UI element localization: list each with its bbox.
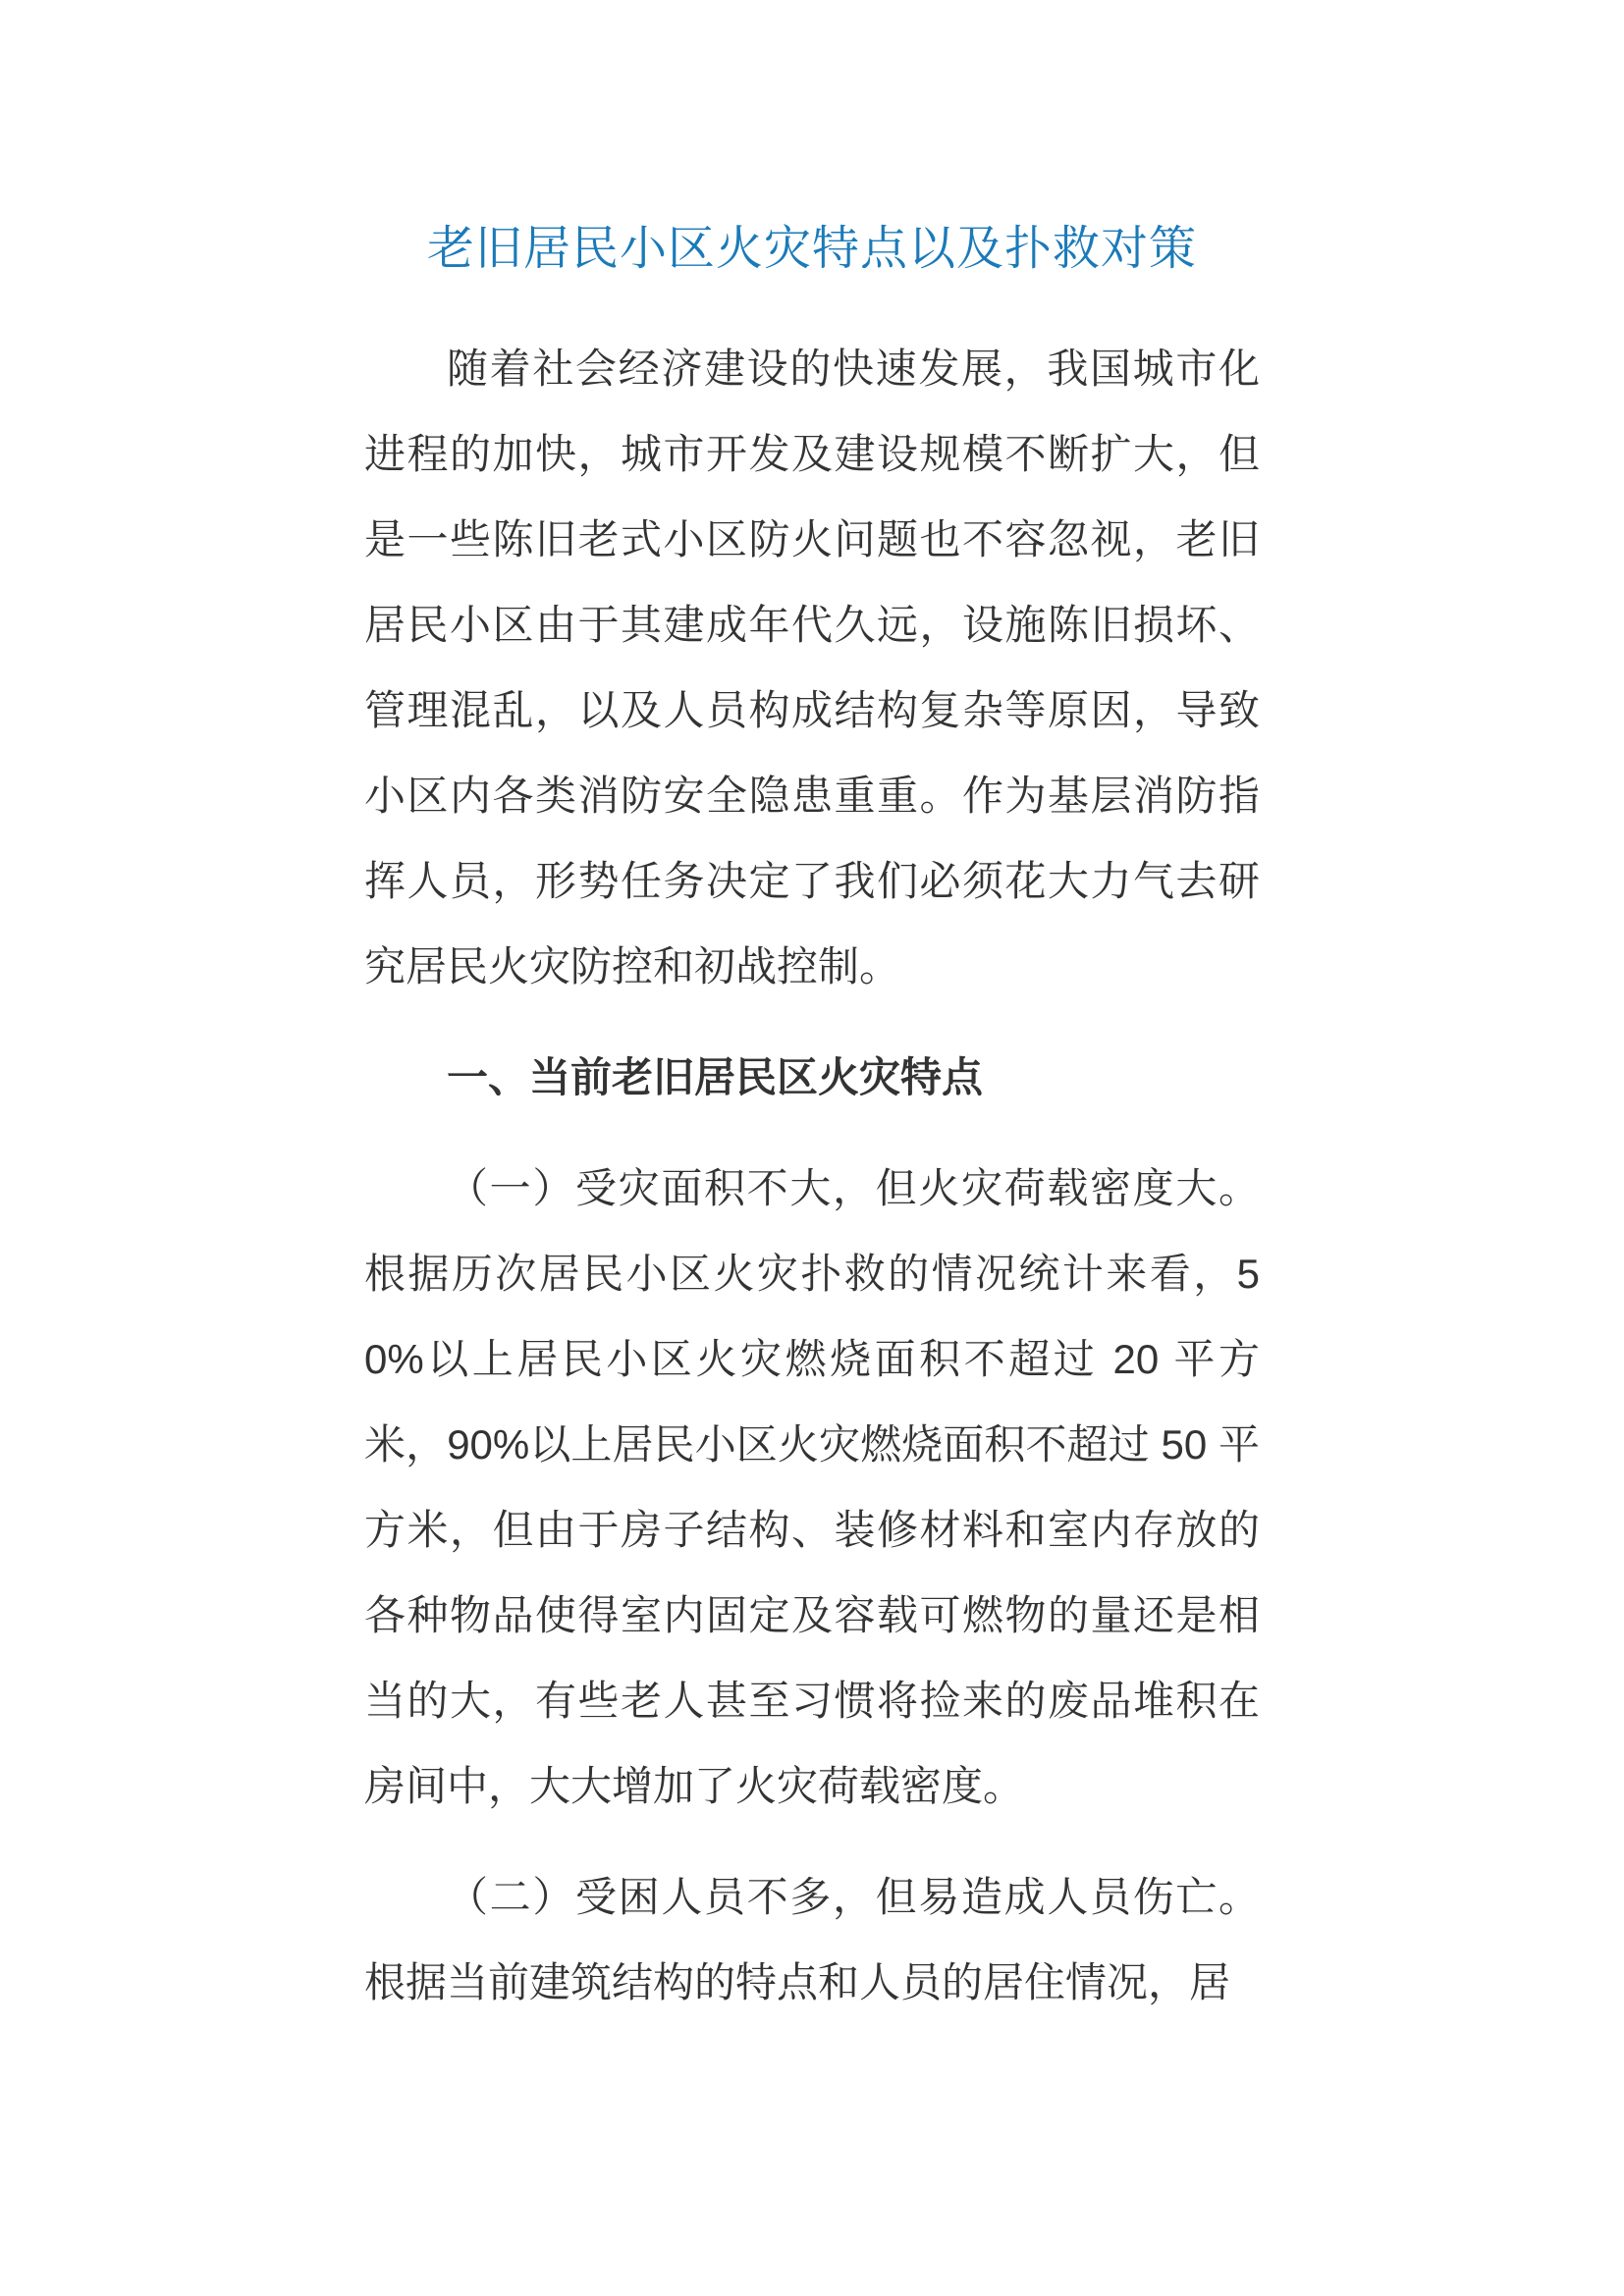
paragraph-intro: 随着社会经济建设的快速发展，我国城市化进程的加快，城市开发及建设规模不断扩大，但是一些陈旧老式小区防火问题也不容忽视，老旧居民小区由于其建成年代久远，设施陈旧损坏、管理混乱，以及人员构成结构复杂等原因，导致小区内各类消防安全隐患重重。作为基层消防指挥人员，形势任务决定了我们必须花大力气去研究居民火灾防控和初战控制。: [364, 346, 1260, 989]
document-content: [364, 0, 1260, 2025]
paragraph-trapped-persons: （二）受困人员不多，但易造成人员伤亡。根据当前建筑结构的特点和人员的居住情况，居: [364, 1874, 1260, 2005]
section-heading-fire-characteristics: 一、当前老旧居民区火灾特点: [447, 1054, 984, 1100]
paragraph-fire-load-density: （一）受灾面积不大，但火灾荷载密度大。根据历次居民小区火灾扑救的情况统计来看，50%以上居民小区火灾燃烧面积不超过 20 平方米，90%以上居民小区火灾燃烧面积不超过 50 平方米，但由于房子结构、装修材料和室内存放的各种物品使得室内固定及容载可燃物的量还是相当的大，有些老人甚至习惯将捡来的废品堆积在房间中，大大增加了火灾荷载密度。: [364, 1165, 1260, 1809]
document-title: 老旧居民小区火灾特点以及扑救对策: [426, 223, 1197, 275]
